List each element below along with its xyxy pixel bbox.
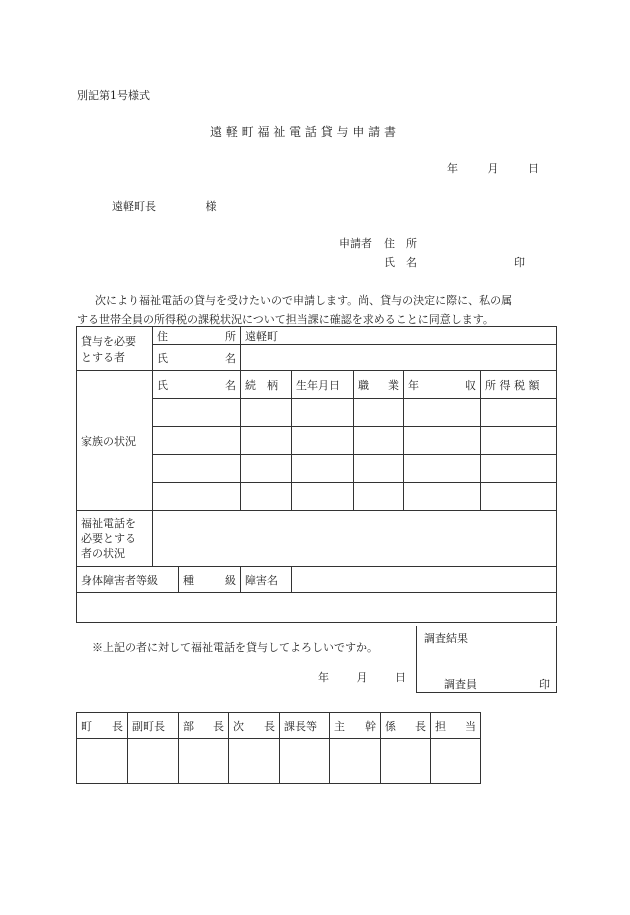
application-table — [76, 326, 557, 623]
stamp-cell — [431, 739, 481, 784]
statement-line-2: する世帯全員の所得税の課税状況について担当課に確認を求めることに同意します。 — [77, 313, 494, 326]
family-header-name: 氏 名 — [153, 371, 241, 399]
date-day: 日 — [528, 162, 539, 175]
stamp-cell — [128, 739, 179, 784]
date-line — [447, 160, 539, 176]
family-header-birth: 生年月日 — [292, 371, 354, 399]
result-label: 調査結果 — [424, 632, 468, 645]
applicant-label: 申請者 — [339, 237, 372, 250]
name-label-cell: 氏 名 — [153, 345, 241, 371]
addressee-honorific: 様 — [205, 200, 217, 213]
blank-row — [77, 593, 557, 623]
family-header-tax: 所 得 税 額 — [481, 371, 557, 399]
address-value: 遠軽町 — [241, 327, 557, 345]
stamp-header-chief-officer: 主 幹 — [330, 713, 381, 739]
date-month: 月 — [487, 162, 499, 175]
form-number: 別記第1号様式 — [77, 89, 150, 102]
disability-name-label: 障害名 — [241, 567, 292, 593]
applicant-address-label: 住 所 — [384, 237, 417, 250]
stamp-header-deputy: 次 長 — [229, 713, 280, 739]
approval-date: 年 月 日 — [318, 671, 406, 684]
kind-label-cell: 種 級 — [179, 567, 241, 593]
stamp-header-staff: 担 当 — [431, 713, 481, 739]
stamp-cell — [77, 739, 128, 784]
stamp-header-subsection-chief: 係 長 — [381, 713, 431, 739]
family-header-job: 職 業 — [354, 371, 404, 399]
applicant-seal: 印 — [514, 256, 525, 269]
family-label: 家族の状況 — [77, 371, 153, 511]
stamp-cell — [280, 739, 330, 784]
status-label: 福祉電話を 必要とする 者の状況 — [77, 511, 153, 567]
stamp-cell — [381, 739, 431, 784]
stamp-header-mayor: 町 長 — [77, 713, 128, 739]
result-box — [416, 626, 557, 693]
addressee-name: 遠軽町長 — [112, 200, 156, 213]
stamp-cell — [229, 739, 280, 784]
statement-line-1: 次により福祉電話の貸与を受けたいので申請します。尚、貸与の決定に際に、私の属 — [95, 294, 513, 307]
stamp-cell — [179, 739, 229, 784]
family-header-relation: 続 柄 — [241, 371, 292, 399]
investigator-label: 調査員 — [444, 678, 477, 691]
stamp-table — [76, 712, 481, 784]
approval-question: ※上記の者に対して福祉電話を貸与してよろしいですか。 — [92, 641, 378, 654]
address-label-cell: 住 所 — [153, 327, 241, 345]
stamp-header-vice-mayor: 副町長 — [128, 713, 179, 739]
disability-name-value — [292, 567, 557, 593]
disability-grade-label: 身体障害者等級 — [77, 567, 179, 593]
status-value — [153, 511, 557, 567]
needer-label: 貸与を必要 とする者 — [77, 327, 153, 371]
addressee — [112, 198, 217, 214]
stamp-cell — [330, 739, 381, 784]
name-value — [241, 345, 557, 371]
date-year: 年 — [447, 162, 458, 175]
investigator-seal: 印 — [539, 678, 550, 691]
page-title: 遠 軽 町 福 祉 電 話 貸 与 申 請 書 — [210, 125, 396, 139]
stamp-header-section-chief: 課長等 — [280, 713, 330, 739]
stamp-header-director: 部 長 — [179, 713, 229, 739]
applicant-name-label: 氏 名 — [384, 256, 417, 269]
family-header-income: 年 収 — [404, 371, 481, 399]
